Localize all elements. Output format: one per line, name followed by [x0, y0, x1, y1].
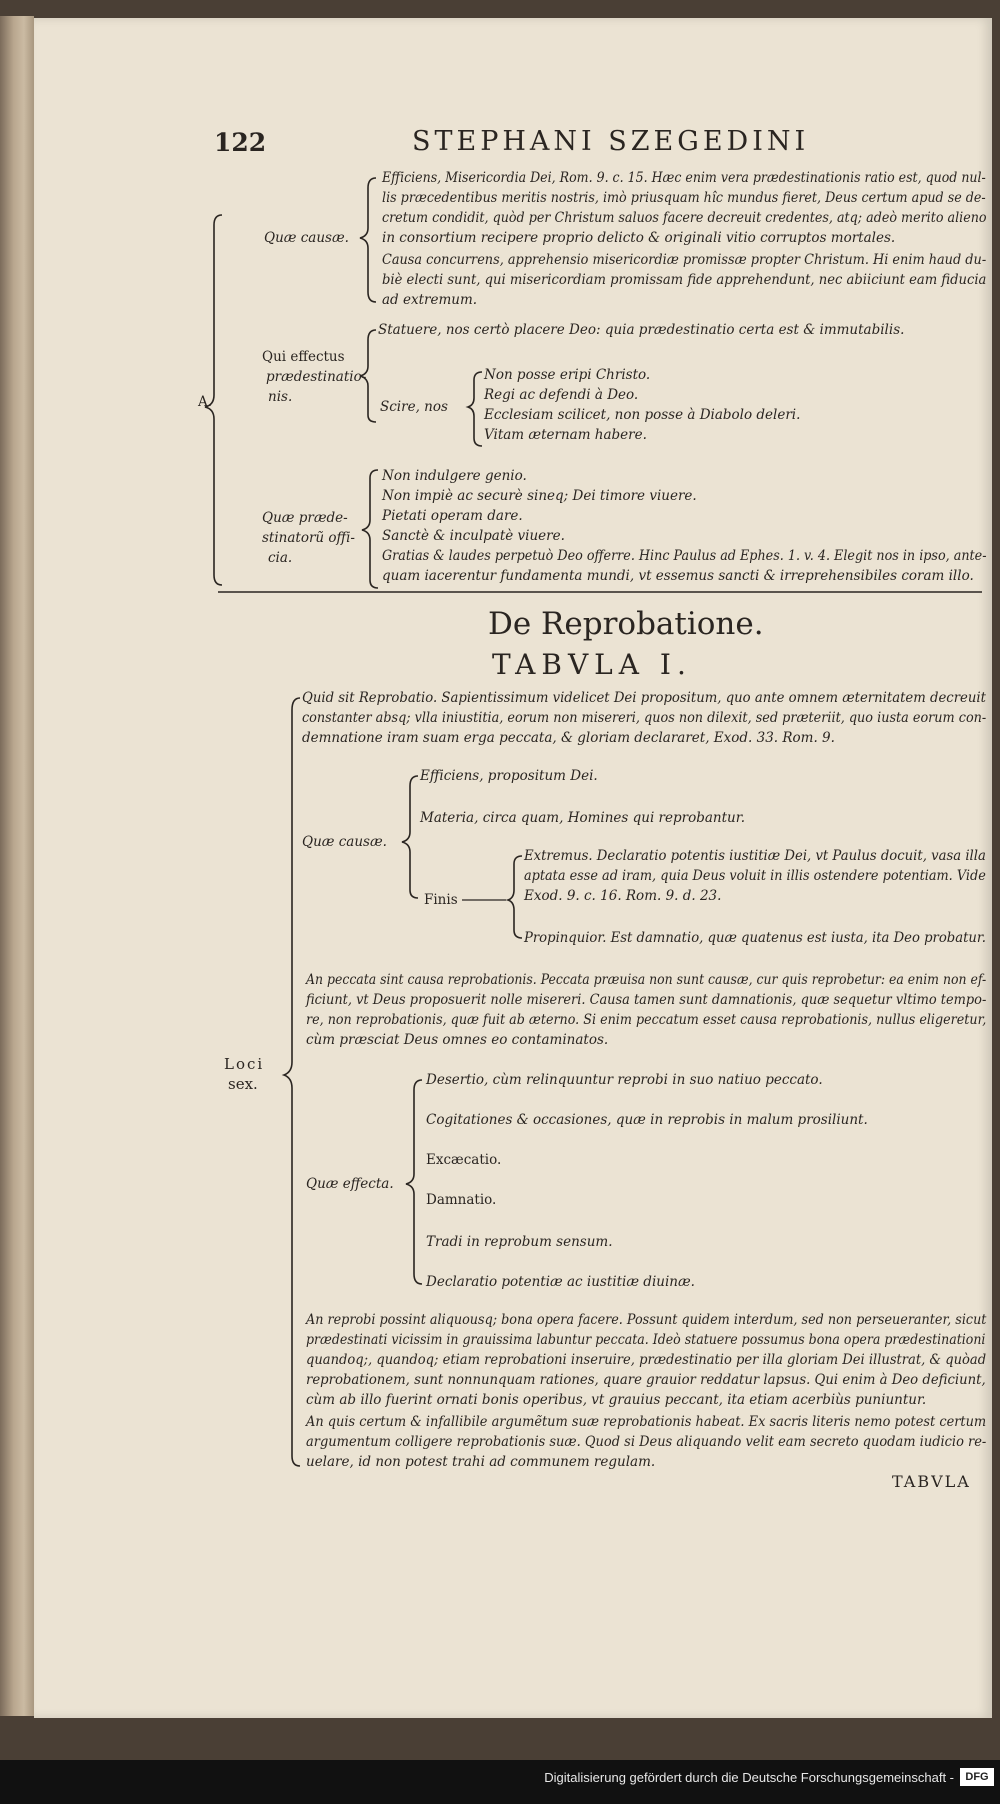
officia-item: Pietati operam dare.	[382, 508, 523, 524]
bracket-scire	[468, 372, 482, 446]
scire-label: Scire, nos	[380, 399, 448, 415]
causae-label: Quæ causæ.	[302, 834, 387, 850]
effectus-label-line: prædestinatio-	[266, 369, 367, 385]
efficiens-line: in consortium recipere proprio delicto & originali vitio corruptos mortales.	[382, 230, 896, 246]
effecta-item: Damnatio.	[426, 1192, 497, 1208]
effectus-label-line: Qui effectus	[262, 349, 345, 365]
officia-label-line: Quæ præde-	[262, 510, 348, 526]
an-peccata-line: cùm præsciat Deus omnes eo contaminatos.	[306, 1032, 609, 1048]
section-subtitle: TABVLA I.	[492, 648, 692, 681]
extremus-line: Extremus. Declaratio potentis iustitiæ Dei, vt Paulus docuit, vasa illa	[524, 848, 986, 864]
an-peccata-line: An peccata sint causa reprobationis. Peccata præuisa non sunt causæ, cur quis reprobetur: ea enim non ef-	[306, 972, 987, 988]
effecta-item: Excæcatio.	[426, 1152, 502, 1168]
extremus-line: Exod. 9. c. 16. Rom. 9. d. 23.	[524, 888, 722, 904]
page-number: 122	[214, 128, 267, 157]
effecta-item: Desertio, cùm relinquuntur reprobi in suo natiuo peccato.	[426, 1072, 823, 1088]
effecta-item: Declaratio potentiæ ac iustitiæ diuinæ.	[426, 1274, 695, 1290]
an-reprobi-line: prædestinati vicissim in grauissima labuntur peccata. Ideò statuere possumus bona opera prædestinationi	[306, 1332, 986, 1348]
officia-item: Sanctè & inculpatè viuere.	[382, 528, 565, 544]
bracket-causae-top	[360, 178, 376, 302]
officia-item: Non indulgere genio.	[382, 468, 527, 484]
quid-line: demnatione iram suam erga peccata, & gloriam declararet, Exod. 33. Rom. 9.	[302, 730, 835, 746]
an-peccata-line: ficiunt, vt Deus proposuerit nolle misereri. Causa tamen sunt damnationis, quæ sequetur vltimo tempo-	[306, 992, 987, 1008]
an-reprobi-line: reprobationem, sunt nonnunquam rationes, quare grauior reddatur lapsus. Qui enim à Deo deficiunt,	[306, 1372, 986, 1388]
bracket-finis	[508, 856, 522, 938]
scire-item: Vitam æternam habere.	[484, 427, 647, 443]
scire-item: Regi ac defendi à Deo.	[484, 387, 639, 403]
catchword: TABVLA	[892, 1472, 971, 1491]
scire-item: Non posse eripi Christo.	[484, 367, 651, 383]
efficiens-line: Efficiens, Misericordia Dei, Rom. 9. c. 15. Hæc enim vera prædestinationis ratio est, quod nul-	[382, 170, 986, 186]
officia-item: Gratias & laudes perpetuò Deo offerre. Hinc Paulus ad Ephes. 1. v. 4. Elegit nos in ipso, ante-	[382, 548, 987, 564]
marker-a: A.	[198, 394, 213, 410]
statuere-line: Statuere, nos certò placere Deo: quia prædestinatio certa est & immutabilis.	[378, 322, 905, 338]
bracket-officia	[362, 470, 378, 588]
quid-line: Quid sit Reprobatio. Sapientissimum videlicet Dei propositum, quo ante omnem æternitatem decreuit	[302, 690, 986, 706]
officia-item: Non impiè ac securè sineq; Dei timore viuere.	[382, 488, 697, 504]
an-reprobi-line: cùm ab illo fuerint ornati bonis operibus, vt grauius peccant, ita etiam acerbiùs puniuntur.	[306, 1392, 927, 1408]
efficiens-line: lis præcedentibus meritis nostris, imò priusquam hîc mundus fieret, Deus certum apud se de-	[382, 190, 986, 206]
effecta-item: Tradi in reprobum sensum.	[426, 1234, 613, 1250]
section-title: De Reprobatione.	[488, 606, 764, 642]
officia-label-line: stinatorũ offi-	[262, 530, 355, 546]
efficiens-line: cretum condidit, quòd per Christum saluos facere decreuit credentes, atq; adeò merito alieno	[382, 210, 987, 226]
an-quis-line: argumentum colligere reprobationis suæ. Quod si Deus aliquando velit eam secreto quodam iudicio re-	[306, 1434, 987, 1450]
bracket-loci	[284, 698, 300, 1466]
dfg-logo: DFG	[960, 1768, 994, 1786]
concurrens-line: Causa concurrens, apprehensio misericordiæ promissæ propter Christum. Hi enim haud du-	[382, 252, 987, 268]
officia-item: quam iacerentur fundamenta mundi, vt essemus sancti & irreprehensibiles coram illo.	[382, 568, 974, 584]
bracket-causae	[402, 776, 418, 898]
an-peccata-line: re, non reprobationis, quæ fuit ab æterno. Si enim peccatum esset causa reprobationis, nullus eligeretur,	[306, 1012, 987, 1028]
quid-line: constanter absq; vlla iniustitia, eorum non misereri, quos non dilexit, sed præteriit, quo iusta eorum con-	[302, 710, 987, 726]
finis-label: Finis	[424, 892, 458, 908]
propinquior-line: Propinquior. Est damnatio, quæ quatenus est iusta, ita Deo probatur.	[524, 930, 986, 946]
concurrens-line: ad extremum.	[382, 292, 478, 308]
loci-label-line: Loci	[224, 1055, 265, 1073]
an-quis-line: uelare, id non potest trahi ad communem regulam.	[306, 1454, 656, 1470]
an-reprobi-line: An reprobi possint aliquousq; bona opera facere. Possunt quidem interdum, sed non perseueranter, sicut	[306, 1312, 987, 1328]
materia-line: Materia, circa quam, Homines qui reprobantur.	[420, 810, 745, 826]
effecta-label: Quæ effecta.	[306, 1176, 394, 1192]
extremus-line: aptata esse ad iram, quia Deus voluit in illis ostendere potentiam. Vide	[524, 868, 986, 884]
bracket-effecta	[406, 1080, 422, 1284]
efficiens-line: Efficiens, propositum Dei.	[420, 768, 598, 784]
loci-label-line: sex.	[228, 1075, 258, 1093]
causae-label-top: Quæ causæ.	[264, 230, 349, 246]
an-reprobi-line: quandoq;, quandoq; etiam reprobationi inseruire, prædestinatio per illa gloriam Dei illustrat, & quòad	[306, 1352, 987, 1368]
scire-item: Ecclesiam scilicet, non posse à Diabolo deleri.	[484, 407, 801, 423]
footer-credit: Digitalisierung gefördert durch die Deutsche Forschungsgemeinschaft -	[544, 1770, 954, 1785]
effectus-label-line: nis.	[268, 389, 293, 405]
officia-label-line: cia.	[268, 550, 293, 566]
running-title: STEPHANI SZEGEDINI	[412, 126, 810, 157]
effecta-item: Cogitationes & occasiones, quæ in reprobis in malum prosiliunt.	[426, 1112, 868, 1128]
concurrens-line: biè electi sunt, qui misericordiam promissam fide apprehendunt, nec abiiciunt eam fiducia	[382, 272, 987, 288]
an-quis-line: An quis certum & infallibile argumẽtum suæ reprobationis habeat. Ex sacris literis nemo potest certum	[306, 1414, 987, 1430]
